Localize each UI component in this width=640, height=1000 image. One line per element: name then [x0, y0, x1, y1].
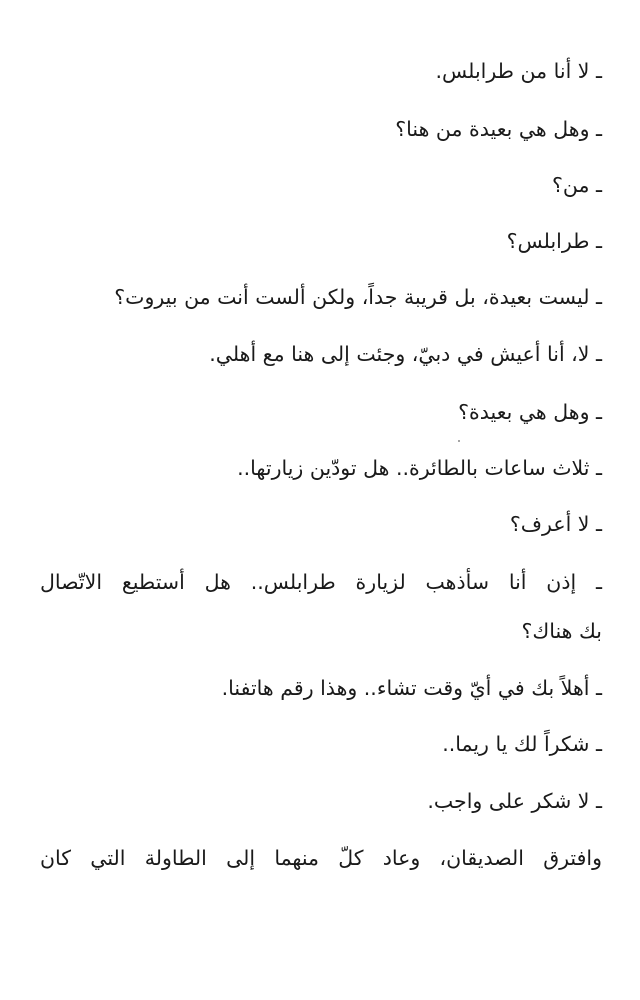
dialogue-line-3: ـ من؟ — [552, 173, 602, 197]
dialogue-line-10: ـ إذن أنا سأذهب لزيارة طرابلس.. هل أستطيع الاتّصال — [40, 570, 602, 594]
dialogue-line-11: ـ أهلاً بك في أيّ وقت تشاء.. وهذا رقم هاتفنا. — [221, 676, 602, 700]
dialogue-line-6: ـ لا، أنا أعيش في دبيّ، وجئت إلى هنا مع أهلي. — [209, 342, 602, 366]
narrative-line: وافترق الصديقان، وعاد كلّ منهما إلى الطاولة التي كان — [40, 846, 602, 870]
print-speck — [458, 440, 460, 442]
dialogue-line-7: ـ وهل هي بعيدة؟ — [458, 400, 602, 424]
dialogue-line-9: ـ لا أعرف؟ — [509, 512, 602, 536]
dialogue-line-10-continued: بك هناك؟ — [521, 619, 602, 643]
dialogue-line-2: ـ وهل هي بعيدة من هنا؟ — [395, 117, 602, 141]
dialogue-line-5: ـ ليست بعيدة، بل قريبة جداً، ولكن ألست أنت من بيروت؟ — [114, 285, 602, 309]
dialogue-line-4: ـ طرابلس؟ — [506, 229, 602, 253]
dialogue-line-12: ـ شكراً لك يا ريما.. — [442, 732, 602, 756]
dialogue-line-13: ـ لا شكر على واجب. — [427, 789, 602, 813]
dialogue-line-8: ـ ثلاث ساعات بالطائرة.. هل تودّين زيارتها.. — [237, 456, 602, 480]
dialogue-line-1: ـ لا أنا من طرابلس. — [435, 59, 602, 83]
